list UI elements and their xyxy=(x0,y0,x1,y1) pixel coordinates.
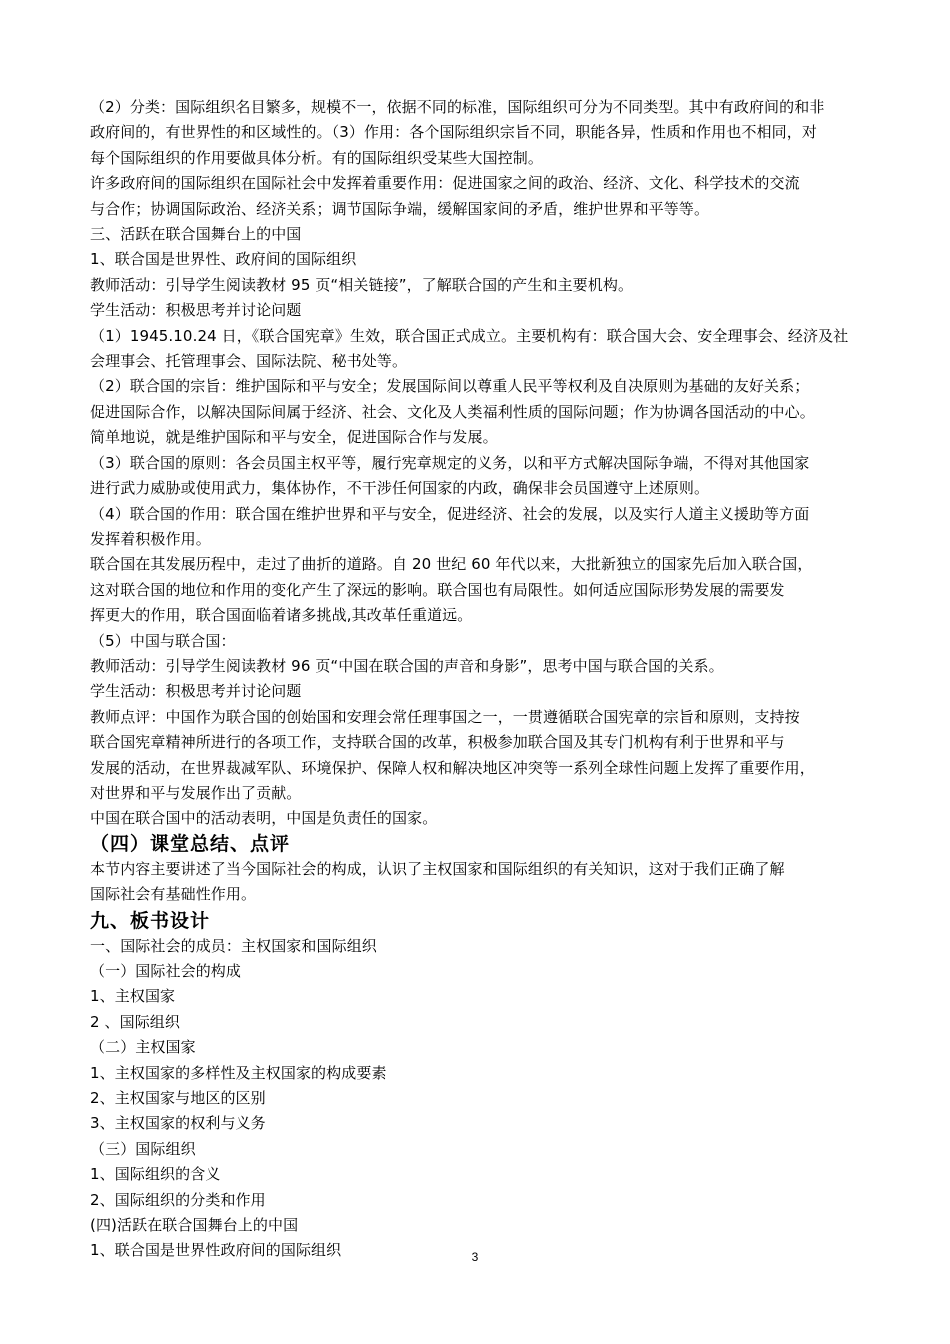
outline-item: 1、主权国家的多样性及主权国家的构成要素 xyxy=(90,1063,387,1082)
section-summary xyxy=(90,832,875,908)
body-text xyxy=(90,95,875,832)
page-number: 3 xyxy=(471,1250,479,1264)
outline-item: （二）主权国家 xyxy=(90,1038,196,1057)
text-line: （1）1945.10.24 日，《联合国宪章》生效，联合国正式成立。主要机构有：联合国大会、安全理事会、经济及社 xyxy=(90,326,849,345)
text-line: 会理事会、托管理事会、国际法院、秘书处等。 xyxy=(90,352,408,371)
text-line: 教师活动：引导学生阅读教材 96 页“中国在联合国的声音和身影”，思考中国与联合国的关系。 xyxy=(90,656,724,675)
document-page xyxy=(90,95,875,1264)
text-line: （2）联合国的宗旨：维护国际和平与安全；发展国际间以尊重人民平等权利及自决原则为基础的友好关系； xyxy=(90,377,810,396)
text-line: （2）分类：国际组织名目繁多，规模不一，依据不同的标准，国际组织可分为不同类型。其中有政府间的和非 xyxy=(90,98,825,116)
text-line: 教师活动：引导学生阅读教材 95 页“相关链接”，了解联合国的产生和主要机构。 xyxy=(90,275,634,294)
text-line: 进行武力威胁或使用武力，集体协作，不干涉任何国家的内政，确保非会员国遵守上述原则。 xyxy=(90,479,710,498)
text-line: 这对联合国的地位和作用的变化产生了深远的影响。联合国也有局限性。如何适应国际形势发展的需要发 xyxy=(90,580,785,599)
outline-item: 1、主权国家 xyxy=(90,987,176,1006)
section-heading: 九、板书设计 xyxy=(90,909,211,932)
text-line: 国际社会有基础性作用。 xyxy=(90,885,257,904)
outline-item: （三）国际组织 xyxy=(90,1139,196,1158)
section-heading: （四）课堂总结、点评 xyxy=(90,832,291,855)
text-line: （5）中国与联合国： xyxy=(90,631,236,650)
text-line: 中国在联合国中的活动表明，中国是负责任的国家。 xyxy=(90,809,438,828)
outline-item: 2、主权国家与地区的区别 xyxy=(90,1089,266,1108)
text-line: 教师点评：中国作为联合国的创始国和安理会常任理事国之一，一贯遵循联合国宪章的宗旨和原则，支持按 xyxy=(90,707,800,726)
text-line: 1、联合国是世界性、政府间的国际组织 xyxy=(90,250,357,269)
outline-item: (四)活跃在联合国舞台上的中国 xyxy=(90,1216,299,1235)
text-line: 对世界和平与发展作出了贡献。 xyxy=(90,783,302,802)
text-line: （4）联合国的作用：联合国在维护世界和平与安全，促进经济、社会的发展，以及实行人道主义援助等方面 xyxy=(90,504,810,523)
text-line: 联合国宪章精神所进行的各项工作，支持联合国的改革，积极参加联合国及其专门机构有利于世界和平与 xyxy=(90,733,785,752)
text-line: 三、活跃在联合国舞台上的中国 xyxy=(90,225,302,244)
outline-item: 一、国际社会的成员：主权国家和国际组织 xyxy=(90,936,377,955)
text-line: 促进国际合作，以解决国际间属于经济、社会、文化及人类福利性质的国际问题；作为协调各国活动的中心。 xyxy=(90,402,815,421)
outline-item: 3、主权国家的权利与义务 xyxy=(90,1114,266,1133)
text-line: 联合国在其发展历程中，走过了曲折的道路。自 20 世纪 60 年代以来，大批新独立的国家先后加入联合国， xyxy=(90,555,813,574)
outline-item: 2、国际组织的分类和作用 xyxy=(90,1190,266,1209)
text-line: 许多政府间的国际组织在国际社会中发挥着重要作用：促进国家之间的政治、经济、文化、科学技术的交流 xyxy=(90,174,800,193)
section-board-design xyxy=(90,908,875,1264)
text-line: 政府间的，有世界性的和区域性的。（3）作用：各个国际组织宗旨不同，职能各异，性质和作用也不相同，对 xyxy=(90,123,817,142)
outline-item: （一）国际社会的构成 xyxy=(90,962,242,980)
text-line: 简单地说，就是维护国际和平与安全，促进国际合作与发展。 xyxy=(90,428,498,447)
text-line: 学生活动：积极思考并讨论问题 xyxy=(90,682,302,701)
text-line: 发展的活动，在世界裁减军队、环境保护、保障人权和解决地区冲突等一系列全球性问题上发挥了重要作用， xyxy=(90,758,815,777)
text-line: （3）联合国的原则：各会员国主权平等，履行宪章规定的义务，以和平方式解决国际争端，不得对其他国家 xyxy=(90,453,810,472)
text-line: 与合作；协调国际政治、经济关系；调节国际争端，缓解国家间的矛盾，维护世界和平等等。 xyxy=(90,199,710,218)
outline-item: 1、联合国是世界性政府间的国际组织 xyxy=(90,1241,342,1260)
text-line: 每个国际组织的作用要做具体分析。有的国际组织受某些大国控制。 xyxy=(90,148,544,167)
text-line: 学生活动：积极思考并讨论问题 xyxy=(90,301,302,320)
outline-item: 2 、国际组织 xyxy=(90,1012,181,1031)
text-line: 本节内容主要讲述了当今国际社会的构成，认识了主权国家和国际组织的有关知识，这对于我们正确了解 xyxy=(90,859,785,878)
text-line: 发挥着积极作用。 xyxy=(90,529,211,548)
outline-item: 1、国际组织的含义 xyxy=(90,1165,221,1184)
text-line: 挥更大的作用，联合国面临着诸多挑战,其改革任重道远。 xyxy=(90,606,473,625)
